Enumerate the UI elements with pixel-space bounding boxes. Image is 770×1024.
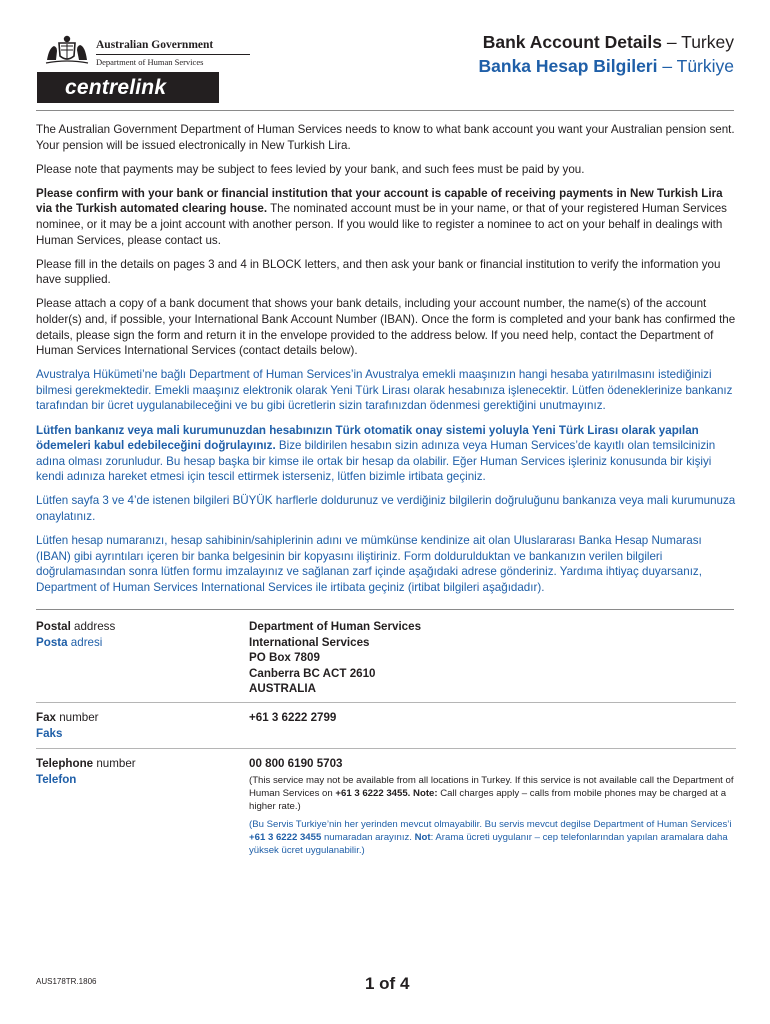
english-paragraph-3: Please confirm with your bank or financial institution that your account is capable of receiving payments in New Turkish Lira via the Turkish automated clearing house. The nominated account must be in your name, or that of your registered Human Services nominee, or it may be a joint account with another person. If you would like to register a nominee to act on your behalf in dealings with Human Services, please contact us.: [36, 186, 727, 247]
fax-label: Fax number Faks: [36, 711, 99, 740]
english-paragraph-5: Please attach a copy of a bank document that shows your bank details, including your account number, the name(s) of the account holder(s) and, if possible, your International Bank Account Number (IBAN). Once the form is completed and your bank has confirmed the details, please sign the form and return it in the envelope provided to the address below. If you need help, contact the Department of Human Services International Services (contact details below).: [36, 297, 736, 358]
postal-address-label: Postal address Posta adresi: [36, 620, 116, 649]
english-paragraph-2: Please note that payments may be subject to fees levied by your bank, and such fees must be paid by you.: [36, 162, 585, 176]
centrelink-logo: centrelink: [37, 72, 219, 103]
form-code: AUS178TR.1806: [36, 977, 97, 986]
coat-of-arms-icon: [44, 34, 90, 66]
government-name: Australian Government: [96, 39, 250, 55]
english-paragraph-1: The Australian Government Department of Human Services needs to know to what bank account you want your Australian pension sent. Your pension will be issued electronically in New Turkish Lira.: [36, 123, 735, 152]
telephone-note-turkish: (Bu Servis Turkiye’nin her yerinden mevcut olmayabilir. Bu servis mevcut degilse Department of Human Services’i +61 3 6222 3455 numaradan arayınız. Not: Arama ücreti uygulanır – cep telefonlarından yapılan aramalara daha yüksek ücret uygulanabilir.): [249, 818, 732, 856]
title-turkish: Banka Hesap Bilgileri – Türkiye: [478, 56, 734, 76]
government-logo: [44, 34, 214, 66]
row-divider: [36, 702, 736, 703]
title-english: Bank Account Details – Turkey: [482, 32, 734, 52]
turkish-paragraph-1: Avustralya Hükümeti’ne bağlı Department of Human Services’in Avustralya emekli maaşınızın hangi hesaba yatırılmasını istediğinizi bilmesi gerekmektedir. Emekli maaşınız elektronik olarak Yeni Türk Lirası olarak hesabınıza işlenecektir. Lütfen ödeneklerinize bankanız tarafından bir ücret uygulanabileceğini ve bu gibi ücretlerin sizin tarafınızdan ödenmesi gerektiğini unutmayınız.: [36, 368, 733, 413]
telephone-note-english: (This service may not be available from all locations in Turkey. If this service is not available call the Department of Human Services on +61 3 6222 3455. Note: Call charges apply – calls from mobile phones may be charged at a higher rate.): [249, 774, 734, 812]
english-paragraph-4: Please fill in the details on pages 3 and 4 in BLOCK letters, and then ask your bank or financial institution to verify the information you have supplied.: [36, 257, 721, 287]
page-number: 1 of 4: [365, 974, 410, 993]
document-title: [479, 31, 734, 77]
row-divider: [36, 748, 736, 749]
turkish-paragraph-2: Lütfen bankanız veya mali kurumunuzdan hesabınızın Türk otomatik onay sistemi yoluyla Yeni Türk Lirası olarak yapılan ödemeleri kabul edebileceğini doğrulayınız. Bize bildirilen hesabın sizin adınıza veya Human Services’de kayıtlı olan temsilcinizin adına olması zorunludur. Bu hesap başka bir kimse ile ortak bir hesap da olabilir. Eğer Human Services işleriniz konusunda bir kişiyi kendi adınıza hareket etmesi için tescil ettirmek isterseniz, lütfen bizimle irtibata geçiniz.: [36, 423, 716, 484]
department-name: Department of Human Services: [96, 57, 204, 67]
turkish-paragraph-3: Lütfen sayfa 3 ve 4’de istenen bilgileri BÜYÜK harflerle doldurunuz ve verdiğiniz bilgilerin doğruluğunu bankanıza veya mali kurumunuza onaylatınız.: [36, 494, 736, 523]
header-divider: [36, 110, 734, 111]
telephone-number: 00 800 6190 5703: [249, 757, 343, 770]
turkish-paragraph-4: Lütfen hesap numaranızı, hesap sahibinin/sahiplerinin adını ve mümkünse kendinize ait olan Uluslararası Banka Hesap Numarası (IBAN) gibi ayrıntıları içeren bir banka belgesinin bir kopyasını iliştiriniz. Form doldurulduktan ve bankanızın verilen bilgileri doğrulamasından sonra lütfen formu imzalayınız ve sağlanan zarf içinde aşağıdaki adrese gönderiniz. Yardıma ihtiyaç duyarsanız, Department of Human Services International Services ile irtibata geçiniz (irtibat bilgileri aşağıdadır).: [36, 534, 702, 594]
telephone-value: [249, 756, 739, 857]
instructions: [36, 122, 736, 604]
contact-divider: [36, 609, 734, 610]
telephone-label: Telephone number Telefon: [36, 757, 136, 786]
postal-address-value: Department of Human Services International Services PO Box 7809 Canberra BC ACT 2610 AUSTRALIA: [249, 620, 422, 695]
fax-number: +61 3 6222 2799: [249, 711, 337, 724]
